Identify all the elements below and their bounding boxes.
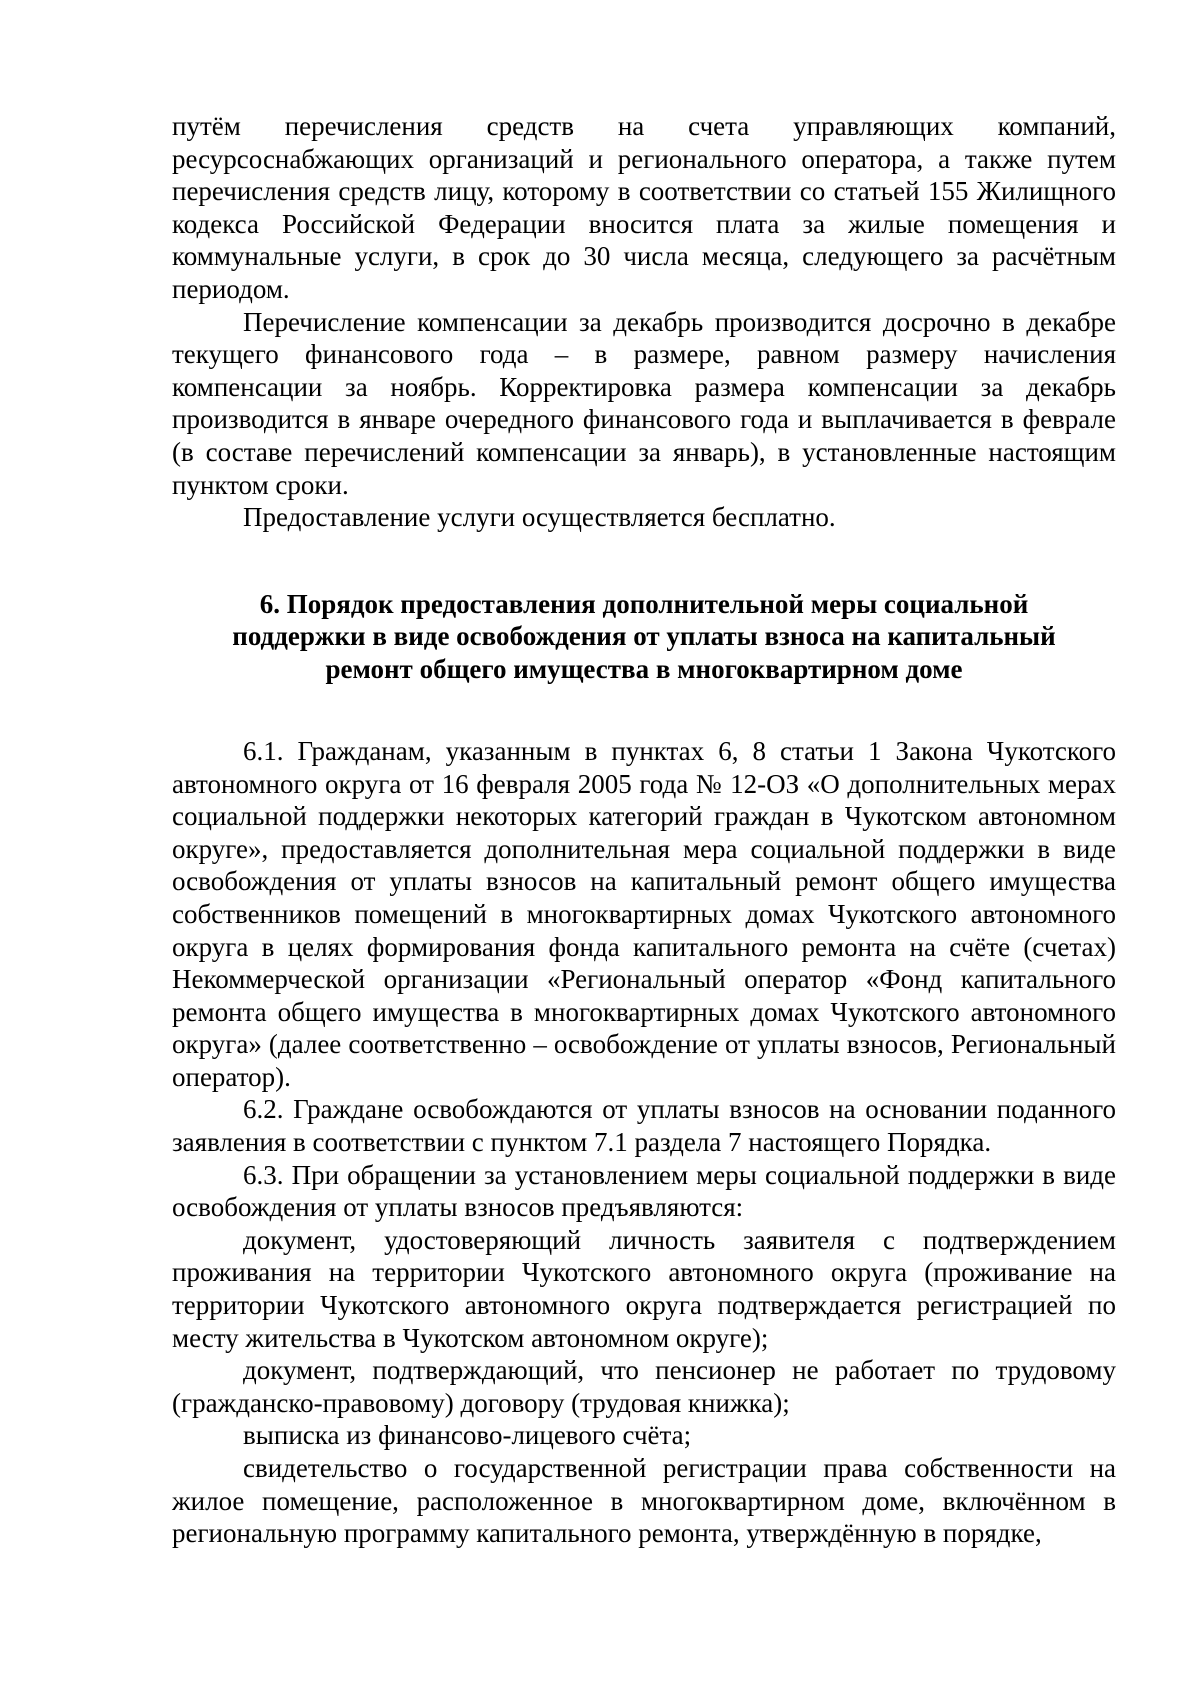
section-heading: 6. Порядок предоставления дополнительной меры социальной поддержки в виде освобождения от уплаты взноса на капитальный ремонт общего имущества в многоквартирном доме [232,588,1056,684]
paragraph-6-3: 6.3. При обращении за установлением меры социальной поддержки в виде освобождения от уплаты взносов предъявляются: [172,1159,1116,1223]
paragraph-december-compensation: Перечисление компенсации за декабрь производится досрочно в декабре текущего финансового года – в размере, равном размеру начисления компенсации за ноябрь. Корректировка размера компенсации за декабрь производится в январе очередного финансового года и выплачивается в феврале (в составе перечислений компенсации за январь), в установленные настоящим пунктом сроки. [172,306,1116,500]
spacer [172,534,1116,588]
list-item-ownership-certificate: свидетельство о государственной регистрации права собственности на жилое помещение, расположенное в многоквартирном доме, включённом в региональную программу капитального ремонта, утверждённую в порядке, [172,1453,1116,1549]
paragraph-payment-transfer: путём перечисления средств на счета управляющих компаний, ресурсоснабжающих организаций и регионального оператора, а также путем перечисления средств лицу, которому в соответствии со статьей 155 Жилищного кодекса Российской Федерации вносится плата за жилые помещения и коммунальные услуги, в срок до 30 числа месяца, следующего за расчётным периодом. [172,111,1116,304]
paragraph-6-2: 6.2. Граждане освобождаются от уплаты взносов на основании поданного заявления в соответствии с пунктом 7.1 раздела 7 настоящего Порядка. [172,1094,1116,1158]
list-item-account-statement: выписка из финансово-лицевого счёта; [243,1420,692,1451]
list-item-identity-document: документ, удостоверяющий личность заявителя с подтверждением проживания на территории Чукотского автономного округа (проживание на территории Чукотского автономного округа подтверждается регистрацией по месту жительства в Чукотском автономном округе); [172,1224,1116,1353]
list-item-employment-document: документ, подтверждающий, что пенсионер не работает по трудовому (гражданско-правовому) договору (трудовая книжка); [172,1355,1116,1418]
paragraph-free-service: Предоставление услуги осуществляется бесплатно. [243,502,836,533]
spacer [172,685,1116,735]
document-page [172,110,1116,1550]
paragraph-6-1: 6.1. Гражданам, указанным в пунктах 6, 8 статьи 1 Закона Чукотского автономного округа от 16 февраля 2005 года № 12-ОЗ «О дополнительных мерах социальной поддержки некоторых категорий граждан в Чукотском автономном округе», предоставляется дополнительная мера социальной поддержки в виде освобождения от уплаты взносов на капитальный ремонт общего имущества собственников помещений в многоквартирных домах Чукотского автономного округа в целях формирования фонда капитального ремонта на счёте (счетах) Некоммерческой организации «Региональный оператор «Фонд капитального ремонта общего имущества в многоквартирных домах Чукотского автономного округа» (далее соответственно – освобождение от уплаты взносов, Региональный оператор). [172,735,1116,1092]
